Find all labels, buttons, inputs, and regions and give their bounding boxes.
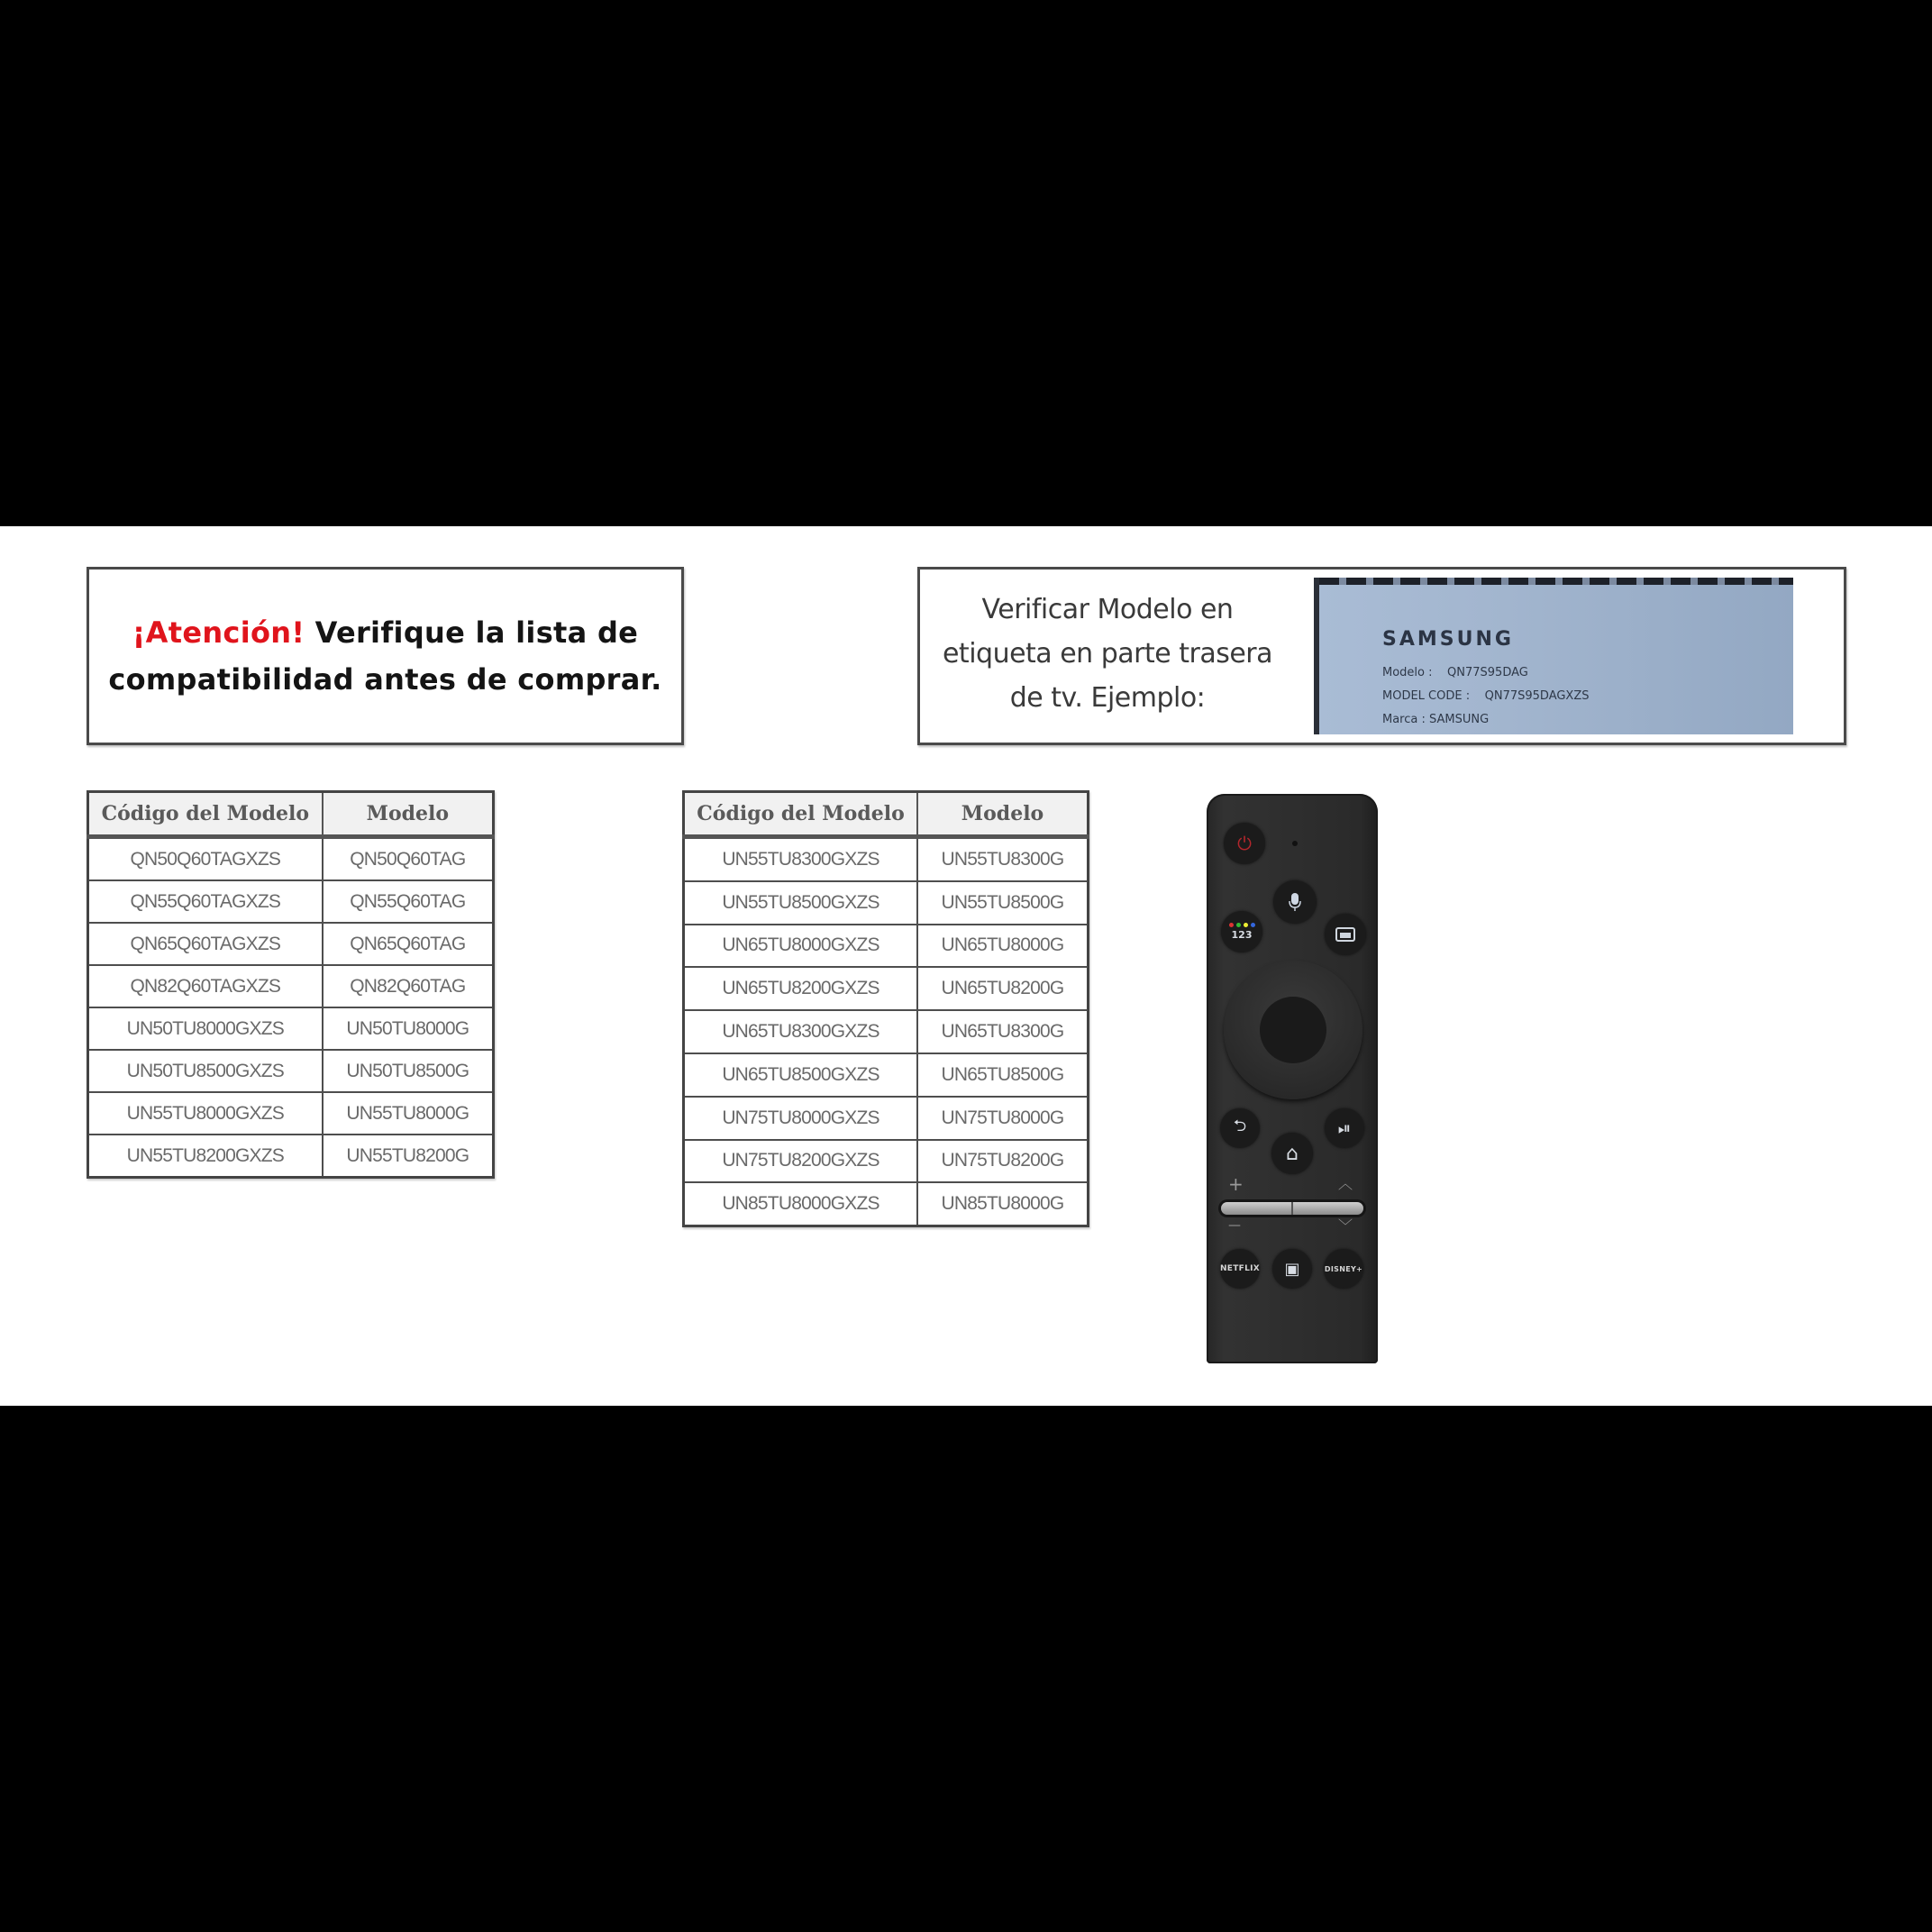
model-code-cell: UN65TU8500GXZS xyxy=(684,1053,918,1097)
compatibility-notice xyxy=(87,567,684,745)
model-cell: UN65TU8500G xyxy=(917,1053,1088,1097)
disney-plus-button xyxy=(1324,1249,1363,1289)
ambient-mode-icon xyxy=(1335,927,1355,942)
dpad-select-button xyxy=(1260,997,1326,1063)
table-header-row xyxy=(88,792,494,837)
header-model-code: Código del Modelo xyxy=(684,792,918,837)
header-model: Modelo xyxy=(917,792,1088,837)
back-button xyxy=(1220,1108,1260,1148)
verify-line: de tv. Ejemplo: xyxy=(1009,682,1206,714)
table-row xyxy=(88,880,494,923)
model-cell: UN50TU8000G xyxy=(323,1007,494,1050)
ambient-button xyxy=(1325,914,1366,955)
model-cell: UN65TU8000G xyxy=(917,925,1088,968)
play-pause-button xyxy=(1325,1108,1364,1148)
model-code-cell: QN50Q60TAGXZS xyxy=(88,837,323,881)
model-code-cell: UN50TU8000GXZS xyxy=(88,1007,323,1050)
netflix-logo: NETFLIX xyxy=(1219,1264,1261,1273)
model-code-cell: UN65TU8300GXZS xyxy=(684,1010,918,1053)
model-cell: QN55Q60TAG xyxy=(323,880,494,923)
channel-up-icon: ︿ xyxy=(1338,1175,1353,1192)
verify-line: Verificar Modelo en xyxy=(981,594,1234,625)
compatibility-table-right xyxy=(682,790,1089,1227)
table-row xyxy=(88,1135,494,1178)
model-code-cell: UN65TU8000GXZS xyxy=(684,925,918,968)
model-cell: UN85TU8000G xyxy=(917,1182,1088,1226)
table-row xyxy=(684,1053,1089,1097)
label-model: Modelo : QN77S95DAG xyxy=(1382,666,1528,679)
model-code-cell: UN55TU8200GXZS xyxy=(88,1135,323,1178)
mic-button xyxy=(1273,880,1317,924)
tv-label-example-image xyxy=(1314,578,1793,734)
model-code-cell: QN65Q60TAGXZS xyxy=(88,923,323,965)
model-cell: UN55TU8500G xyxy=(917,881,1088,925)
model-code-cell: UN55TU8300GXZS xyxy=(684,837,918,881)
prime-video-button xyxy=(1272,1249,1312,1289)
table-row xyxy=(88,965,494,1007)
volume-plus-icon: + xyxy=(1228,1173,1244,1195)
model-code-cell: UN50TU8500GXZS xyxy=(88,1050,323,1092)
verify-line: etiqueta en parte trasera xyxy=(942,638,1273,670)
compatibility-table-left xyxy=(87,790,495,1179)
volume-channel-rocker xyxy=(1221,1202,1363,1215)
model-cell: QN50Q60TAG xyxy=(323,837,494,881)
color-dots-icon xyxy=(1229,923,1255,927)
notice-line2: compatibilidad antes de comprar. xyxy=(108,662,662,697)
label-model-code: MODEL CODE : QN77S95DAGXZS xyxy=(1382,689,1590,703)
label-brand: SAMSUNG xyxy=(1382,628,1514,651)
table-row xyxy=(684,925,1089,968)
num-label: 123 xyxy=(1231,929,1253,941)
model-code-cell: UN75TU8200GXZS xyxy=(684,1140,918,1183)
home-button xyxy=(1271,1133,1313,1174)
table-row xyxy=(88,1092,494,1135)
disney-plus-logo: DISNEY+ xyxy=(1324,1264,1363,1273)
table-header-row xyxy=(684,792,1089,837)
dpad-ring xyxy=(1224,961,1362,1099)
model-cell: QN82Q60TAG xyxy=(323,965,494,1007)
model-cell: UN50TU8500G xyxy=(323,1050,494,1092)
table-row xyxy=(684,1097,1089,1140)
home-icon: ⌂ xyxy=(1286,1142,1299,1165)
model-code-cell: QN82Q60TAGXZS xyxy=(88,965,323,1007)
netflix-button xyxy=(1220,1249,1260,1289)
play-pause-icon: ⏯ xyxy=(1337,1118,1352,1138)
model-cell: UN75TU8000G xyxy=(917,1097,1088,1140)
model-cell: QN65Q60TAG xyxy=(323,923,494,965)
model-cell: UN65TU8200G xyxy=(917,967,1088,1010)
table-row xyxy=(88,837,494,881)
table-row xyxy=(684,1140,1089,1183)
microphone-icon xyxy=(1289,892,1301,912)
back-icon: ⮌ xyxy=(1233,1116,1247,1135)
verify-instructions xyxy=(927,588,1288,720)
model-cell: UN75TU8200G xyxy=(917,1140,1088,1183)
table-row xyxy=(684,967,1089,1010)
verify-model-box xyxy=(917,567,1846,745)
model-code-cell: UN65TU8200GXZS xyxy=(684,967,918,1010)
notice-text xyxy=(108,609,661,703)
notice-line1: Verifique la lista de xyxy=(305,615,639,650)
table-row xyxy=(684,881,1089,925)
model-code-cell: UN85TU8000GXZS xyxy=(684,1182,918,1226)
table-row xyxy=(684,1182,1089,1226)
table-row xyxy=(88,923,494,965)
table-row xyxy=(88,1050,494,1092)
model-code-cell: UN75TU8000GXZS xyxy=(684,1097,918,1140)
table-row xyxy=(684,1010,1089,1053)
power-button xyxy=(1224,823,1265,864)
prime-video-icon: ▣ xyxy=(1284,1259,1300,1279)
remote-control-image xyxy=(1207,794,1378,1363)
attention-alert: ¡Atención! xyxy=(132,615,305,650)
model-cell: UN65TU8300G xyxy=(917,1010,1088,1053)
model-cell: UN55TU8300G xyxy=(917,837,1088,881)
model-code-cell: UN55TU8000GXZS xyxy=(88,1092,323,1135)
color-123-button xyxy=(1221,911,1262,952)
model-code-cell: QN55Q60TAGXZS xyxy=(88,880,323,923)
table-row xyxy=(88,1007,494,1050)
header-model-code: Código del Modelo xyxy=(88,792,323,837)
model-cell: UN55TU8000G xyxy=(323,1092,494,1135)
label-marca: Marca : SAMSUNG xyxy=(1382,713,1490,726)
channel-down-icon: ﹀ xyxy=(1338,1217,1353,1235)
power-icon: ⏻ xyxy=(1237,833,1252,854)
model-code-cell: UN55TU8500GXZS xyxy=(684,881,918,925)
model-cell: UN55TU8200G xyxy=(323,1135,494,1178)
table-row xyxy=(684,837,1089,881)
volume-minus-icon: — xyxy=(1228,1218,1241,1233)
header-model: Modelo xyxy=(323,792,494,837)
led-indicator xyxy=(1292,841,1298,846)
label-edge xyxy=(1319,578,1793,585)
